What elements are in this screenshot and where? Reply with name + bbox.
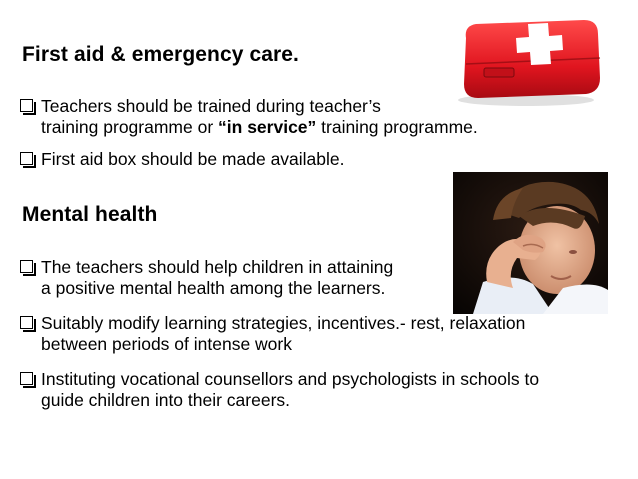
checkbox-bullet-icon — [20, 372, 33, 385]
bullet-line: Teachers should be trained during teacher’s — [41, 96, 381, 116]
checkbox-bullet-icon — [20, 260, 33, 273]
bullet-line: The teachers should help children in attaining — [41, 257, 394, 277]
heading-mental-health: Mental health — [22, 203, 158, 226]
distressed-child-photo — [453, 172, 608, 314]
bullet-teachers-trained — [20, 96, 478, 138]
heading-first-aid: First aid & emergency care. — [22, 43, 299, 66]
bullet-modify-strategies — [20, 313, 525, 355]
checkbox-bullet-icon — [20, 316, 33, 329]
text-span: training programme or — [41, 117, 219, 137]
bullet-line: guide children into their careers. — [41, 390, 291, 410]
bullet-line: between periods of intense work — [41, 334, 292, 354]
bullet-help-children — [20, 257, 393, 299]
bullet-line: First aid box should be made available. — [41, 149, 345, 169]
first-aid-kit-icon — [444, 12, 604, 108]
checkbox-bullet-icon — [20, 152, 33, 165]
checkbox-bullet-icon — [20, 99, 33, 112]
bullet-line: a positive mental health among the learners. — [41, 278, 386, 298]
bullet-line: Instituting vocational counsellors and psychologists in schools to — [41, 369, 540, 389]
bullet-first-aid-box — [20, 149, 345, 170]
bullet-line: Suitably modify learning strategies, incentives.- rest, relaxation — [41, 313, 526, 333]
bullet-line — [41, 117, 478, 138]
text-span: training programme. — [316, 117, 478, 137]
emphasis-in-service: “in service” — [218, 117, 317, 137]
bullet-vocational-counsellors — [20, 369, 539, 411]
